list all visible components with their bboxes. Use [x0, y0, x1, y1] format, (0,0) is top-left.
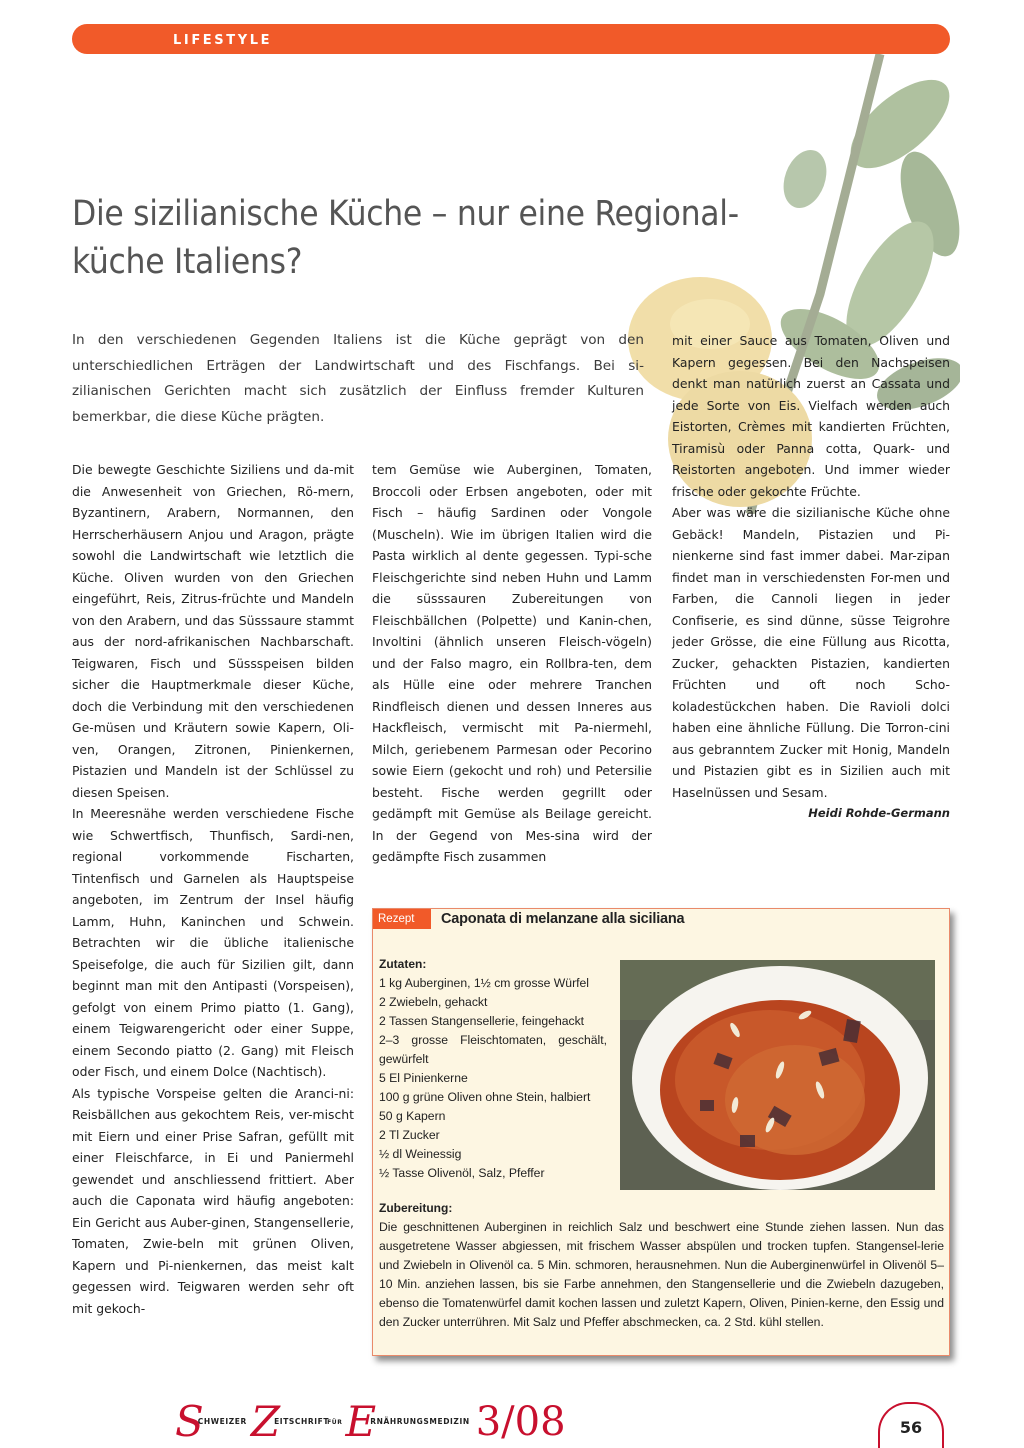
ingredient-item: ½ Tasse Olivenöl, Salz, Pfeffer — [379, 1166, 545, 1180]
logo-letter-e: E — [345, 1397, 377, 1446]
ingredient-item: 5 El Pinienkerne — [379, 1071, 468, 1085]
paragraph: Als typische Vorspeise gelten die Aranci-ni: Reisbällchen aus gekochtem Reis, ver-mischt mit Eiern und einer Prise Safran, gefüllt mit einer Fleischfarce, in Ei und Paniermehl gewendet und anschliessend frittiert. Aber auch die Caponata wird häufig angeboten: Ein Gericht aus Auber-ginen, Stangensellerie, Tomaten, Zwie-beln mit grünen Oliven, Kapern und Pi-nienkernen, das meist kalt gegessen wird. Teigwaren werden sehr oft mit gekoch- — [72, 1085, 354, 1316]
logo-letter-z: Z — [250, 1397, 281, 1446]
logo-word-fuer: FÜR — [327, 1419, 343, 1426]
article-column-2 — [372, 459, 652, 868]
page-number: 56 — [878, 1402, 944, 1448]
preparation-section — [379, 1199, 944, 1332]
preparation-text: Die geschnittenen Auberginen in reichlich Salz und beschwert eine Stunde ziehen lassen. Nun das ausgetretene Wasser abgiessen, mit frischem Wasser abspülen und trocken tupfen. Stangensel-lerie und Zwiebeln in Olivenöl ca. 5 Min. schmoren, herausnehmen. Nun die Auberginenwürfel in Olivenöl 5–10 Min. anziehen lassen, bis sie Farbe annehmen, den Stangensellerie und die Zwiebeln dazugeben, ebenso die Tomatenwürfel damit kochen lassen und zuletzt Kapern, Oliven, Pinien-kerne, den Essig und den Zucker unterrühren. Mit Salz und Pfeffer abschmecken, ca. 2 Std. kühl stellen. — [379, 1220, 944, 1329]
caponata-photo — [620, 960, 935, 1190]
ingredient-item: 1 kg Auberginen, 1½ cm grosse Würfel — [379, 976, 590, 990]
caponata-bowl-image — [620, 960, 935, 1190]
title-line-2: küche Italiens? — [72, 242, 303, 282]
journal-logo — [175, 1397, 566, 1446]
ingredient-item: 2 Tassen Stangensellerie, feingehackt — [379, 1014, 585, 1028]
title-line-1: Die sizilianische Küche – nur eine Regional- — [72, 194, 739, 234]
paragraph: Die bewegte Geschichte Siziliens und da-mit die Anwesenheit von Griechen, Rö-mern, Byzantinern, Arabern, Normannen, den Herrscherhäusern Anjou und Aragon, prägte sowohl die Landwirtschaft wie letztlich die Küche. Oliven wurden von den Griechen eingeführt, Reis, Zitrus-früchte und Mandeln von den Arabern, und das Süsssaure stammt aus der nord-afrikanischen Nachbarschaft. Teigwaren, Fisch und Süssspeisen bilden sicher die Hauptmerkmale dieser Küche, doch die Verbindung mit den verschiedenen Ge-müsen und Kräutern sowie Kapern, Oli-ven, Orangen, Zitronen, Pinienkernen, Pistazien und Mandeln ist der Schlüssel zu diesen Speisen. — [72, 462, 354, 800]
ingredients-section — [379, 955, 607, 1183]
recipe-box — [372, 908, 950, 1356]
article-column-1 — [72, 459, 354, 1319]
ingredient-item: 2 Tl Zucker — [379, 1128, 440, 1142]
section-label: LIFESTYLE — [173, 33, 273, 48]
article-lead: In den verschiedenen Gegenden Italiens ist die Küche geprägt von den unterschiedlichen Erträgen der Landwirtschaft und des Fischfangs. Bei si-zilianischen Gerichten macht sich zusätzlich der Einfluss fremder Kulturen bemerkbar, die diese Küche prägten. — [72, 332, 644, 425]
paragraph: tem Gemüse wie Auberginen, Tomaten, Broccoli oder Erbsen angeboten, oder mit Fisch – häufig Sardinen oder Vongole (Muscheln). Wie im übrigen Italien wird die Pasta wirklich al dente gegessen. Typi-sche Fleischgerichte sind neben Huhn und Lamm die süsssauren Zubereitungen von Fleischbällchen (Polpette) und Kanin-chen, Involtini (ähnlich unseren Fleisch-vögeln) und der Falso magro, ein Rollbra-ten, dem als Hülle eine oder mehrere Tranchen Rindfleisch dienen und dessen Inneres aus Hackfleisch, vermischt mit Pa-niermehl, Milch, geriebenem Parmesan oder Pecorino sowie Eiern (gekocht und roh) und Petersilie besteht. Fische werden gegrillt oder gedämpft mit Gemüse als Beilage gereicht. In der Gegend von Mes-sina wird der gedämpfte Fisch zusammen — [372, 462, 652, 864]
paragraph: mit einer Sauce aus Tomaten, Oliven und Kapern gegessen. Bei den Nachspeisen denkt man natürlich zuerst an Cassata und jede Sorte von Eis. Vielfach werden auch Eistorten, Crèmes mit kandierten Früchten, Tiramisù oder Panna cotta, Quark- und Reistorten angeboten. Und immer wieder frische oder gekochte Früchte. — [672, 333, 950, 499]
section-header-bar — [72, 24, 950, 54]
preparation-heading: Zubereitung: — [379, 1201, 453, 1215]
ingredients-heading: Zutaten: — [379, 957, 427, 971]
ingredients-list — [379, 974, 607, 1183]
paragraph: In Meeresnähe werden verschiedene Fische wie Schwertfisch, Thunfisch, Sardi-nen, regional vorkommende Fischarten, Tintenfisch und Garnelen als Hauptspeise angeboten, im Zentrum der Insel häufig Lamm, Huhn, Kaninchen und Schwein. Betrachten wir die übliche italienische Speisefolge, die auch für Sizilien gilt, dann beginnt man mit den Antipasti (Vorspeisen), gefolgt von einem Primo piatto (1. Gang), einem Teigwarengericht oder einer Suppe, einem Secondo piatto (2. Gang) mit Fleisch oder Fisch, und einem Dolce (Nachtisch). — [72, 806, 354, 1079]
paragraph: Aber was wäre die sizilianische Küche ohne Gebäck! Mandeln, Pistazien und Pi-nienkerne sind fast immer dabei. Mar-zipan findet man in verschiedensten For-men und Farben, die Cannoli liegen in jeder Confiserie, es sind dünne, süsse Teigrohre jeder Grösse, die eine Füllung aus Ricotta, Zucker, gehackten Pistazien, kandierten Früchten und oft noch Scho-koladestückchen haben. Die Ravioli dolci haben eine ähnliche Füllung. Die Torron-cini aus gebranntem Zucker mit Honig, Mandeln und Pistazien gibt es in Sizilien auch mit Haselnüssen und Sesam. — [672, 505, 950, 800]
recipe-tag: Rezept — [373, 909, 431, 929]
logo-letter-s: S — [175, 1397, 204, 1446]
article-title — [72, 190, 892, 286]
ingredient-item: 2 Zwiebeln, gehackt — [379, 995, 488, 1009]
issue-number: 3/08 — [475, 1399, 566, 1445]
article-column-3 — [672, 330, 950, 825]
logo-word-ernaehrungsmedizin: RNÄHRUNGSMEDIZIN — [370, 1417, 470, 1426]
author-byline: Heidi Rohde-Germann — [808, 806, 950, 820]
ingredient-item: 100 g grüne Oliven ohne Stein, halbiert — [379, 1090, 591, 1104]
recipe-title: Caponata di melanzane alla siciliana — [441, 911, 685, 927]
logo-word-schweizer: CHWEIZER — [197, 1417, 247, 1426]
ingredient-item: ½ dl Weinessig — [379, 1147, 462, 1161]
logo-word-zeitschrift: EITSCHRIFT — [274, 1417, 330, 1426]
ingredient-item: 2–3 grosse Fleischtomaten, geschält, gewürfelt — [379, 1033, 607, 1066]
ingredient-item: 50 g Kapern — [379, 1109, 446, 1123]
